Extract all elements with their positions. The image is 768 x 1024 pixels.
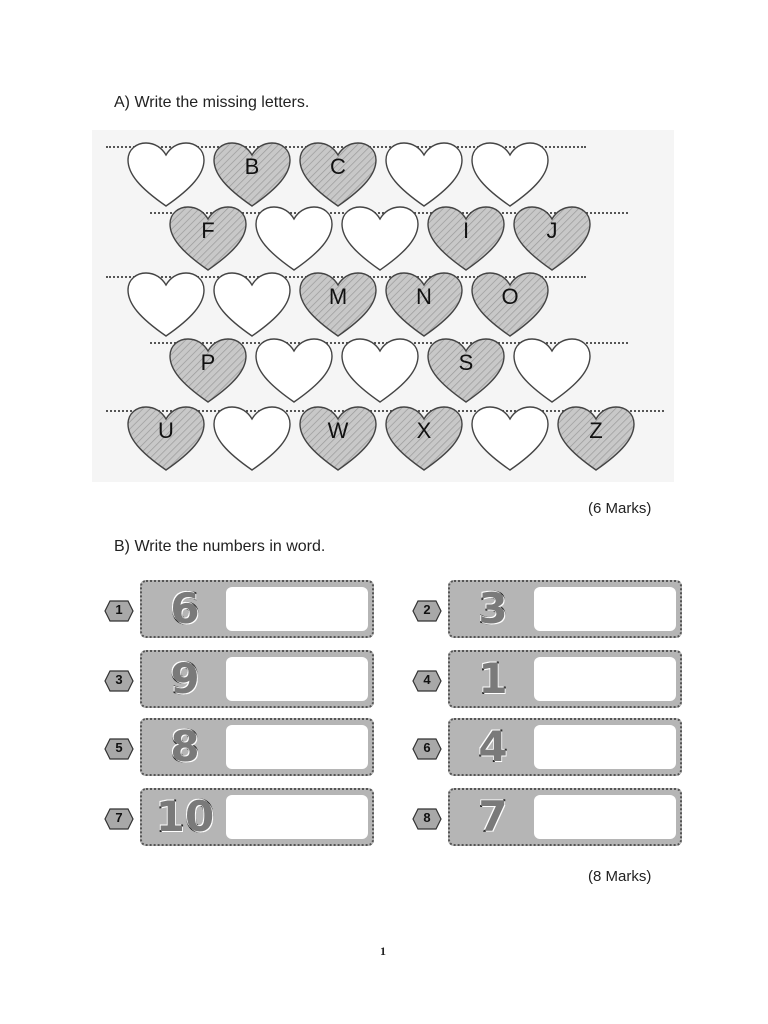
- number-digit: 4: [478, 722, 508, 771]
- number-digit: 7: [478, 792, 508, 841]
- section-b-marks: (8 Marks): [588, 868, 652, 885]
- number-digit: 8: [170, 722, 200, 771]
- number-item: [104, 650, 384, 710]
- heart-letter: [384, 270, 464, 340]
- heart-letter: [470, 270, 550, 340]
- number-item: [412, 718, 692, 778]
- heart-letter-label: Z: [589, 418, 603, 443]
- item-index: 1: [115, 602, 123, 617]
- heart-letter-label: W: [327, 418, 349, 443]
- number-digit: 10: [155, 792, 215, 841]
- item-index: 6: [423, 740, 431, 755]
- number-card: [140, 718, 374, 776]
- item-index: 2: [423, 602, 431, 617]
- section-a-marks: (6 Marks): [588, 500, 652, 517]
- item-index: 4: [423, 672, 431, 687]
- item-index-badge: [412, 808, 442, 830]
- heart-blank[interactable]: [126, 140, 206, 210]
- heart-letter-label: X: [416, 418, 432, 443]
- item-index-badge: [412, 600, 442, 622]
- number-item: [412, 580, 692, 640]
- heart-blank[interactable]: [340, 336, 420, 406]
- number-digit: 9: [170, 654, 200, 703]
- heart-letter: [126, 404, 206, 474]
- item-index: 7: [115, 810, 123, 825]
- heart-blank[interactable]: [384, 140, 464, 210]
- heart-letter: [556, 404, 636, 474]
- number-item: [412, 788, 692, 848]
- heart-letter-label: N: [416, 284, 432, 309]
- item-index: 3: [115, 672, 123, 687]
- answer-box[interactable]: [534, 587, 676, 631]
- heart-letter-label: P: [200, 350, 216, 375]
- number-item: [104, 718, 384, 778]
- item-index-badge: [412, 738, 442, 760]
- item-index: 8: [423, 810, 431, 825]
- number-card: [140, 580, 374, 638]
- answer-box[interactable]: [226, 587, 368, 631]
- heart-letter-label: S: [458, 350, 474, 375]
- hearts-panel: [92, 130, 674, 482]
- number-card: [140, 788, 374, 846]
- heart-blank[interactable]: [212, 270, 292, 340]
- page-number: 1: [380, 944, 386, 958]
- heart-letter-label: O: [501, 284, 519, 309]
- number-card: [448, 650, 682, 708]
- item-index: 5: [115, 740, 123, 755]
- answer-box[interactable]: [534, 657, 676, 701]
- heart-letter: [384, 404, 464, 474]
- number-digit: 3: [478, 584, 508, 633]
- answer-box[interactable]: [226, 657, 368, 701]
- heart-letter-label: C: [330, 154, 346, 179]
- number-card: [448, 788, 682, 846]
- section-a-title: A) Write the missing letters.: [114, 94, 310, 111]
- number-item: [104, 788, 384, 848]
- heart-letter: [298, 270, 378, 340]
- item-index-badge: [104, 808, 134, 830]
- heart-letter-label: J: [546, 218, 558, 243]
- heart-blank[interactable]: [470, 404, 550, 474]
- answer-box[interactable]: [534, 795, 676, 839]
- number-digit: 6: [170, 584, 200, 633]
- answer-box[interactable]: [534, 725, 676, 769]
- number-digit: 1: [478, 654, 508, 703]
- number-card: [448, 580, 682, 638]
- heart-letter: [298, 140, 378, 210]
- section-b-title: B) Write the numbers in word.: [114, 538, 326, 555]
- heart-letter: [298, 404, 378, 474]
- heart-letter: [212, 140, 292, 210]
- number-card: [448, 718, 682, 776]
- heart-letter-label: U: [158, 418, 174, 443]
- answer-box[interactable]: [226, 725, 368, 769]
- answer-box[interactable]: [226, 795, 368, 839]
- heart-blank[interactable]: [254, 204, 334, 274]
- heart-blank[interactable]: [126, 270, 206, 340]
- heart-letter: [512, 204, 592, 274]
- heart-letter-label: F: [201, 218, 215, 243]
- heart-blank[interactable]: [212, 404, 292, 474]
- heart-blank[interactable]: [470, 140, 550, 210]
- number-item: [412, 650, 692, 710]
- item-index-badge: [104, 738, 134, 760]
- number-card: [140, 650, 374, 708]
- heart-letter-label: B: [244, 154, 260, 179]
- heart-letter-label: I: [462, 218, 470, 243]
- heart-letter: [168, 204, 248, 274]
- heart-blank[interactable]: [254, 336, 334, 406]
- number-item: [104, 580, 384, 640]
- heart-letter: [168, 336, 248, 406]
- heart-letter: [426, 204, 506, 274]
- item-index-badge: [104, 670, 134, 692]
- heart-blank[interactable]: [340, 204, 420, 274]
- item-index-badge: [412, 670, 442, 692]
- item-index-badge: [104, 600, 134, 622]
- heart-letter-label: M: [328, 284, 348, 309]
- heart-blank[interactable]: [512, 336, 592, 406]
- heart-letter: [426, 336, 506, 406]
